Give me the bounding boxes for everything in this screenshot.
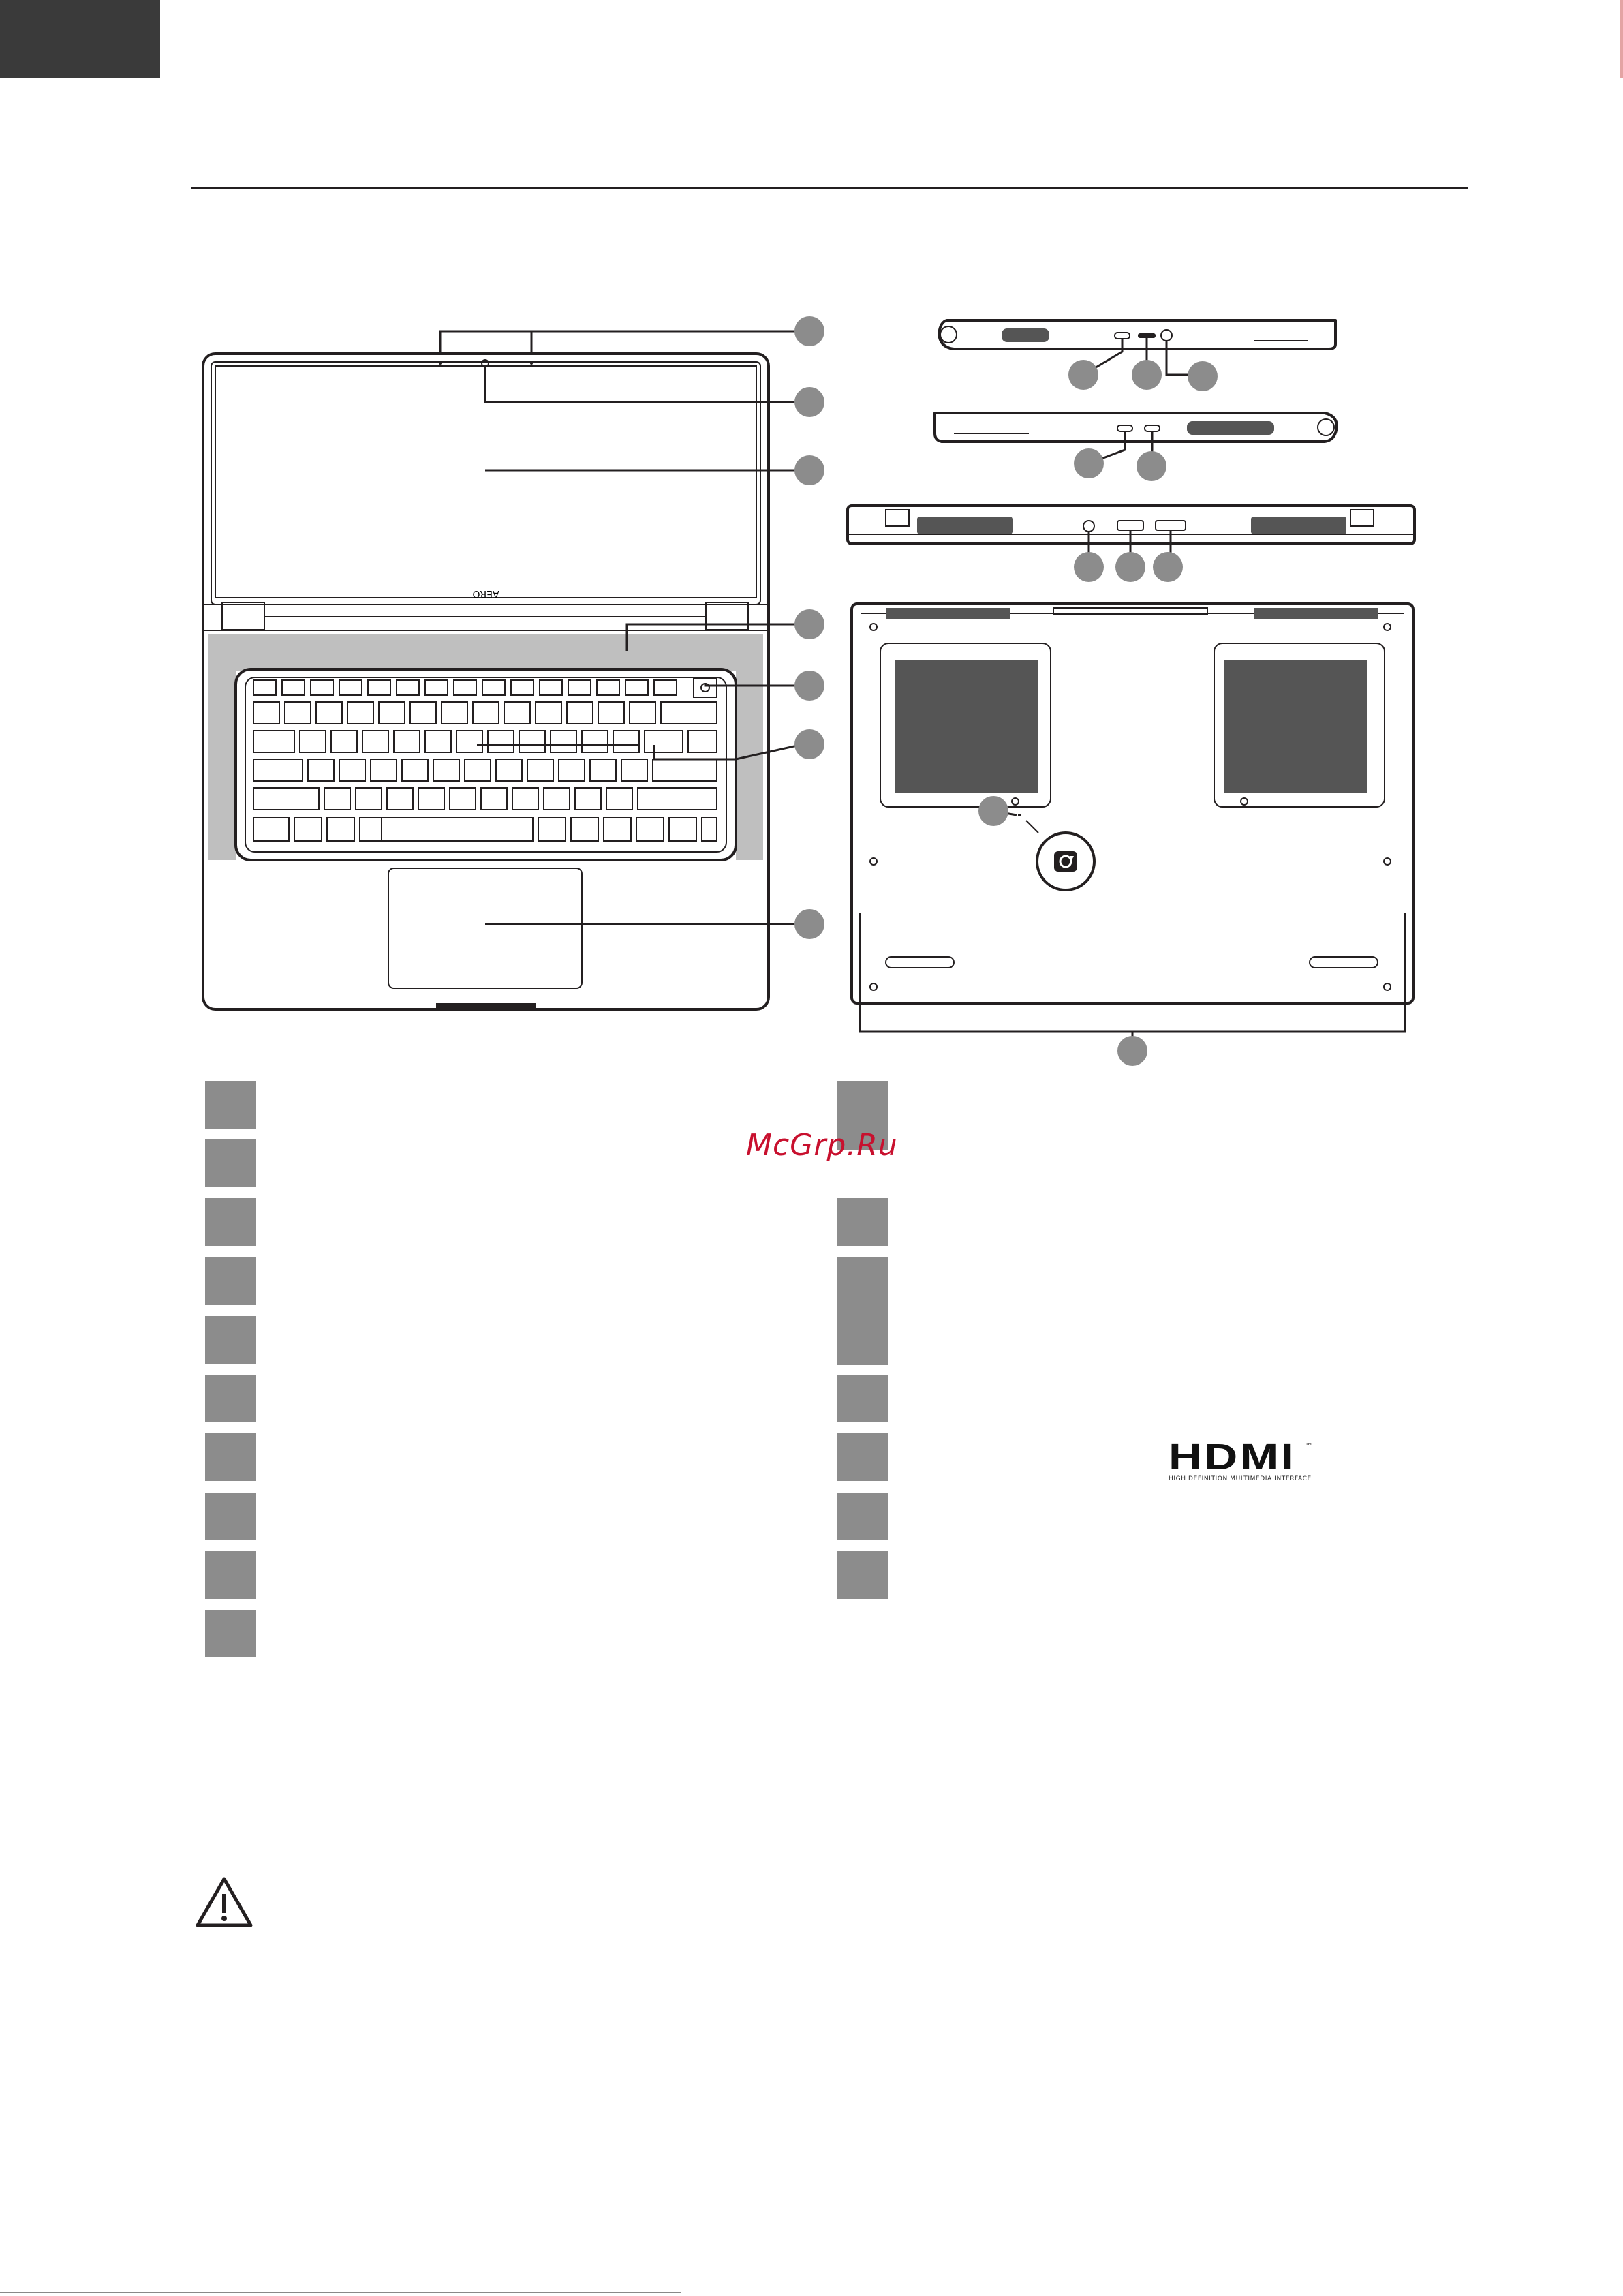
mic-right bbox=[530, 362, 533, 365]
reset-hole bbox=[1018, 814, 1021, 816]
callout-12 bbox=[1137, 451, 1166, 481]
legend-box-3 bbox=[205, 1198, 256, 1246]
callout-4 bbox=[794, 609, 824, 639]
callout-15 bbox=[1153, 552, 1183, 582]
legend-box-13 bbox=[837, 1257, 888, 1365]
legend-box-6 bbox=[205, 1375, 256, 1422]
callout-7 bbox=[794, 909, 824, 939]
legend-box-14 bbox=[837, 1375, 888, 1422]
callout-11 bbox=[1074, 448, 1104, 478]
rear-view bbox=[848, 506, 1415, 582]
spacebar bbox=[382, 818, 533, 841]
legend-box-12 bbox=[837, 1198, 888, 1246]
callout-8 bbox=[1068, 360, 1098, 390]
legend-box-15 bbox=[837, 1433, 888, 1481]
left-side-view bbox=[939, 320, 1335, 391]
laptop-top-view bbox=[203, 316, 824, 1009]
hdmi-logo-tagline: HIGH DEFINITION MULTIMEDIA INTERFACE bbox=[1169, 1475, 1312, 1482]
touchpad bbox=[388, 868, 582, 988]
keyboard-keys bbox=[253, 678, 717, 841]
callout-17 bbox=[1117, 1036, 1147, 1066]
warning-triangle-icon bbox=[194, 1875, 255, 1932]
legend-box-17 bbox=[837, 1551, 888, 1599]
legend-box-2 bbox=[205, 1139, 256, 1187]
mic-left bbox=[439, 362, 442, 365]
legend-box-1 bbox=[205, 1081, 256, 1129]
hinge-right bbox=[706, 602, 748, 630]
speaker-grille-top bbox=[208, 634, 763, 671]
legend-box-7 bbox=[205, 1433, 256, 1481]
callout-10 bbox=[1188, 361, 1218, 391]
front-notch bbox=[436, 1003, 536, 1009]
laptop-diagram bbox=[0, 0, 1623, 1090]
callout-3 bbox=[794, 455, 824, 485]
hdmi-logo bbox=[1169, 1437, 1313, 1482]
legend-box-10 bbox=[205, 1610, 256, 1657]
callout-13 bbox=[1074, 552, 1104, 582]
legend-box-9 bbox=[205, 1551, 256, 1599]
power-button bbox=[694, 678, 717, 697]
callout-2 bbox=[794, 387, 824, 417]
callout-16 bbox=[978, 796, 1008, 826]
hinge-left bbox=[222, 602, 264, 630]
callout-9 bbox=[1132, 360, 1162, 390]
laptop-logo: AERO bbox=[472, 588, 499, 599]
callout-6 bbox=[794, 729, 824, 759]
right-side-view bbox=[935, 413, 1337, 481]
legend-box-4 bbox=[205, 1257, 256, 1305]
bottom-vent-left bbox=[895, 660, 1038, 793]
legend-box-8 bbox=[205, 1493, 256, 1540]
legend-box-16 bbox=[837, 1493, 888, 1540]
legend-box-5 bbox=[205, 1316, 256, 1364]
bottom-view bbox=[852, 604, 1413, 1066]
hdmi-logo-tm: ™ bbox=[1305, 1441, 1313, 1451]
callout-14 bbox=[1115, 552, 1145, 582]
bottom-vent-right bbox=[1224, 660, 1367, 793]
rotate-icon bbox=[1054, 851, 1077, 872]
hdmi-logo-word: HDMI bbox=[1169, 1437, 1297, 1478]
callout-5 bbox=[794, 671, 824, 701]
callout-1 bbox=[794, 316, 824, 346]
watermark: McGrp.Ru bbox=[746, 1128, 898, 1163]
footer-rule bbox=[0, 2292, 681, 2293]
speaker-grille-right bbox=[736, 671, 763, 860]
speaker-grille-left bbox=[208, 671, 236, 860]
